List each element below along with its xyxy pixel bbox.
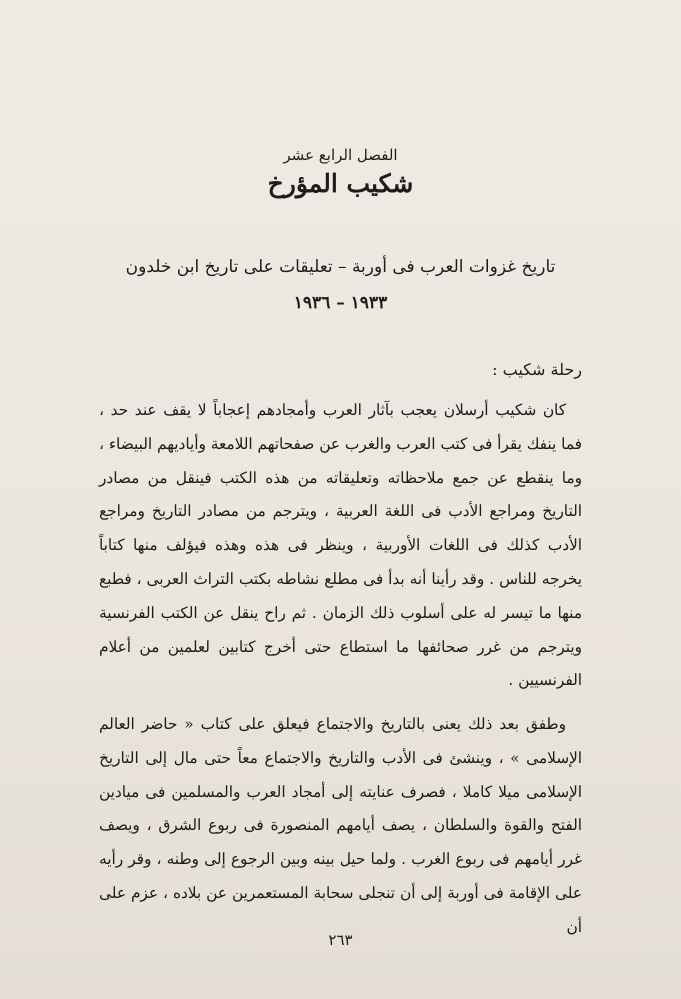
page-number: ٢٦٣	[328, 931, 353, 949]
body-paragraph: وطفق بعد ذلك يعنى بالتاريخ والاجتماع فيعلق على كتاب « حاضر العالم الإسلامى » ، وينشئ فى الأدب والتاريخ والاجتماع معاً حتى مال إلى التاريخ الإسلامى ميلا كاملا ، فصرف عنايته إلى أمجاد العرب والمسلمين فى ميادين الفتح والقوة والسلطان ، يصف أيامهم المنصورة فى ربوع الشرق ، ويصف غرر أيامهم فى ربوع الغرب . ولما حيل بينه وبين الرجوع إلى وطنه ، وقر رأيه على الإقامة فى أوربة إلى أن تنجلى سحابة المستعمرين عن بلاده ، عزم على أن	[99, 715, 582, 936]
chapter-title: شكيب المؤرخ	[267, 169, 414, 198]
chapter-number-label: الفصل الرابع عشر	[283, 146, 398, 164]
chapter-years: ١٩٣٣ – ١٩٣٦	[293, 293, 388, 313]
section-heading: رحلة شكيب :	[492, 360, 582, 379]
body-paragraph: كان شكيب أرسلان يعجب بآثار العرب وأمجادهم إعجاباً لا يقف عند حد ، فما ينفك يقرأ فى كتب العرب والغرب عن صفحاتهم اللامعة وأياديهم البيضاء ، وما ينقطع عن جمع ملاحظاته وتعليقاته من هذه الكتب فينقل من مصادر التاريخ ومراجع الأدب فى اللغة العربية ، ويترجم من مصادر التاريخ ومراجع الأدب كذلك فى اللغات الأوربية ، وينظر فى هذه وهذه فيؤلف منها كتاباً يخرجه للناس . وقد رأينا أنه بدأ فى مطلع نشاطه بكتب التراث العربى ، فطبع منها ما تيسر له على أسلوب ذلك الزمان . ثم راح ينقل عن الكتب الفرنسية ويترجم من غرر صحائفها ما استطاع حتى أخرج كتابين لعلمين من أعلام الفرنسيين .	[99, 401, 582, 690]
chapter-subtitle: تاريخ غزوات العرب فى أوربة – تعليقات على تاريخ ابن خلدون	[125, 257, 556, 277]
